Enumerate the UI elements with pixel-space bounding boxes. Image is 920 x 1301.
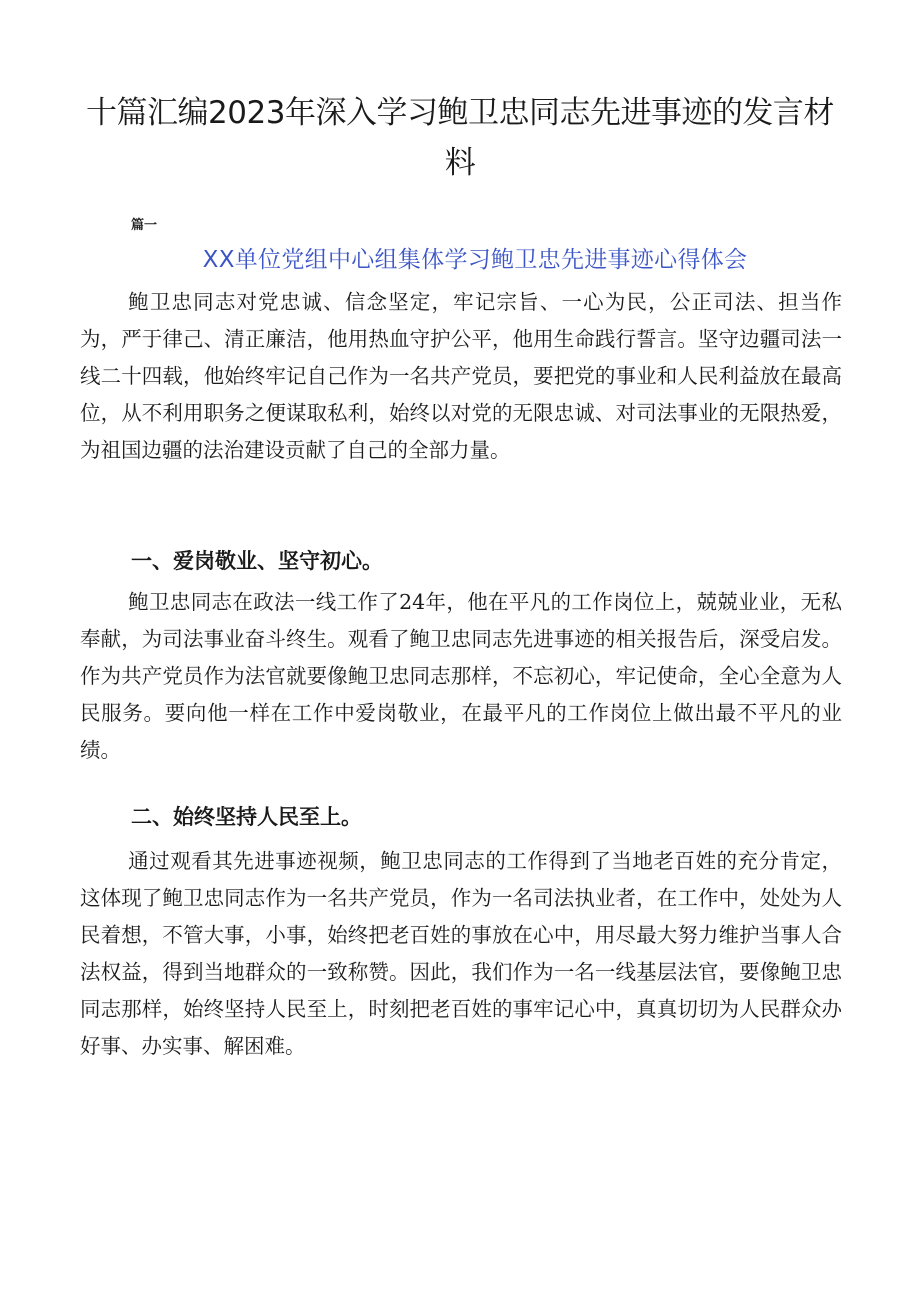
intro-paragraph: 鲍卫忠同志对党忠诚、信念坚定，牢记宗旨、一心为民，公正司法、担当作为，严于律己、清正廉洁，他用热血守护公平，他用生命践行誓言。坚守边疆司法一线二十四载，他始终牢记自己作为一名共产党员，要把党的事业和人民利益放在最高位，从不利用职务之便谋取私利，始终以对党的无限忠诚、对司法事业的无限热爱，为祖国边疆的法治建设贡献了自己的全部力量。 [80,290,842,462]
subtitle: XX单位党组中心组集体学习鲍卫忠先进事迹心得体会 [202,247,748,273]
section-paragraph-1: 鲍卫忠同志在政法一线工作了24年，他在平凡的工作岗位上，兢兢业业，无私奉献，为司法事业奋斗终生。观看了鲍卫忠同志先进事迹的相关报告后，深受启发。作为共产党员作为法官就要像鲍卫忠同志那样，不忘初心，牢记使命，全心全意为人民服务。要向他一样在工作中爱岗敬业，在最平凡的工作岗位上做出最不平凡的业绩。 [80,590,842,762]
section-label: 篇一 [131,218,158,233]
document-title: 十篇汇编2023年深入学习鲍卫忠同志先进事迹的发言材料 [86,95,834,181]
section-heading-1: 一、爱岗敬业、坚守初心。 [131,549,383,573]
section-paragraph-2: 通过观看其先进事迹视频，鲍卫忠同志的工作得到了当地老百姓的充分肯定，这体现了鲍卫忠同志作为一名共产党员，作为一名司法执业者，在工作中，处处为人民着想，不管大事，小事，始终把老百姓的事放在心中，用尽最大努力维护当事人合法权益，得到当地群众的一致称赞。因此，我们作为一名一线基层法官，要像鲍卫忠同志那样，始终坚持人民至上，时刻把老百姓的事牢记心中，真真切切为人民群众办好事、办实事、解困难。 [80,849,842,1058]
section-heading-2: 二、始终坚持人民至上。 [131,805,362,829]
